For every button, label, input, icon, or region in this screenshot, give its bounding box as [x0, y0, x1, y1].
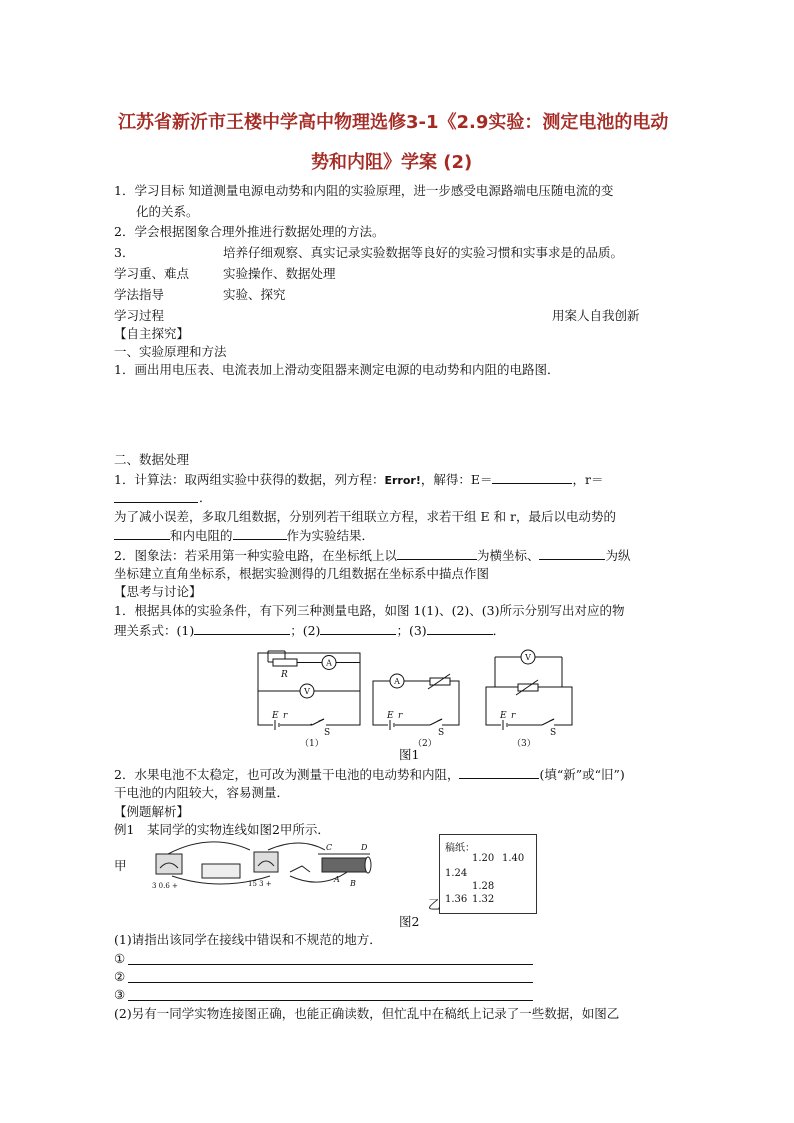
reduce-text-b: 和内电阻的 — [170, 528, 233, 543]
rheostat-shape — [322, 858, 366, 872]
answer-2-line[interactable] — [128, 982, 533, 983]
battery-shape — [202, 864, 240, 878]
method-label: 学法指导 — [114, 287, 165, 302]
c3-voltmeter-label: V — [525, 653, 531, 662]
draft-title: 稿纸： — [445, 843, 475, 854]
graph-text-b: 为横坐标、 — [476, 548, 540, 563]
draft-paper — [439, 834, 537, 914]
draft-value-4: 1.28 — [472, 881, 495, 892]
c1-ammeter-label: A — [326, 658, 332, 668]
reduce-text-c: 作为实验结果． — [286, 528, 375, 543]
example-q2: (2)另有一同学实物连接图正确，也能正确读数，但忙乱中在稿纸上记录了一些数据，如图乙 — [114, 1006, 620, 1021]
discussion-heading: 【思考与讨论】 — [114, 584, 202, 599]
voltmeter-terminals: 15 3 + — [248, 880, 272, 888]
average-emf-blank[interactable] — [114, 527, 170, 540]
c1-s-label: S — [324, 728, 331, 738]
figure-2-yi-label: 乙 — [428, 897, 441, 912]
figure-1-caption: 图1 — [399, 747, 420, 762]
answer-1-marker: ① — [114, 951, 126, 966]
graph-text-a: 2．图象法：若采用第一种实验电路，在坐标纸上以 — [114, 548, 397, 563]
answer-3-line[interactable] — [128, 1000, 533, 1001]
rheostat-c: C — [326, 843, 333, 852]
c3-e-label: E — [500, 711, 507, 721]
method-value: 实验、探究 — [223, 287, 286, 302]
reduce-line: 为了减小误差，多取几组数据，分别列若干组联立方程，求若干组 E 和 r，最后以电动势的 — [114, 509, 617, 524]
q1-text-d: ；(3) — [396, 623, 427, 638]
process-label: 学习过程 — [114, 308, 165, 323]
y-axis-blank[interactable] — [539, 547, 605, 560]
answer-3-marker: ③ — [114, 987, 126, 1002]
figure-1-circuits — [250, 643, 580, 751]
c1-rr-label: r — [283, 711, 288, 721]
page-title-line2: 势和内阻》学案 (2) — [311, 152, 473, 173]
relation-2-blank[interactable] — [320, 622, 396, 635]
ammeter-terminals: 3 0.6 + — [152, 882, 178, 890]
objective-1a: 1．学习目标 知道测量电源电动势和内阻的实验原理，进一步感受电源路端电压随电流的变 — [114, 183, 614, 198]
c3-rr-label: r — [511, 711, 516, 721]
focus-value: 实验操作、数据处理 — [223, 266, 336, 281]
calc-line — [114, 471, 603, 489]
x-axis-blank[interactable] — [397, 547, 477, 560]
e-blank[interactable] — [492, 471, 572, 484]
objective-2: 2．学会根据图象合理外推进行数据处理的方法。 — [114, 224, 385, 239]
draft-value-2: 1.40 — [502, 853, 525, 864]
objective-3-num: 3． — [114, 245, 135, 260]
calc-period: ． — [199, 490, 212, 505]
wire-1 — [168, 842, 250, 854]
average-r-blank[interactable] — [233, 527, 287, 540]
calc-text-a: 1．计算法：取两组实验中获得的数据，列方程： — [114, 472, 385, 487]
self-study-q1: 1．画出用电压表、电流表加上滑动变阻器来测定电源的电动势和内阻的电路图． — [114, 362, 560, 377]
q2-text-b: (填“新”或“旧”) — [539, 767, 625, 782]
calc-text-c: ，r＝ — [572, 472, 604, 487]
figure-2-jia-label: 甲 — [114, 858, 127, 873]
example-heading: 【例题解析】 — [114, 804, 190, 819]
draft-value-5: 1.36 — [445, 894, 468, 905]
c2-s-label: S — [438, 728, 445, 738]
answer-1-line[interactable] — [128, 964, 533, 965]
graph-line — [114, 547, 631, 564]
c1-r-label: R — [281, 670, 288, 680]
example-1: 例1 某同学的实物连线如图2甲所示． — [114, 822, 330, 837]
voltmeter-shape — [254, 852, 278, 872]
example-q1: (1)请指出该同学在接线中错误和不规范的地方． — [114, 932, 382, 947]
discussion-q2 — [114, 766, 625, 783]
wire-3 — [268, 843, 325, 850]
c3-s-label: S — [550, 728, 557, 738]
discussion-q1b — [114, 622, 505, 639]
rheostat-b: B — [350, 879, 356, 888]
answer-2-marker: ② — [114, 969, 126, 984]
switch-shape — [290, 866, 310, 872]
draft-value-6: 1.32 — [472, 894, 495, 905]
rheostat-d: D — [361, 843, 368, 852]
c2-ammeter-label: A — [394, 677, 400, 686]
objective-1b: 化的关系。 — [136, 204, 199, 219]
new-old-blank[interactable] — [459, 766, 539, 779]
circuit-1-caption: （1） — [300, 739, 324, 749]
q2-text-a: 2．水果电池不太稳定，也可改为测量干电池的电动势和内阻， — [114, 767, 460, 782]
circuit-3-caption: （3） — [512, 739, 536, 749]
rheostat-a: A — [334, 875, 340, 884]
section-2-heading: 二、数据处理 — [114, 452, 190, 467]
calc-text-b: ，解得：E＝ — [420, 472, 493, 487]
error-text: Error! — [384, 474, 421, 487]
draft-value-1: 1.20 — [472, 853, 495, 864]
relation-1-blank[interactable] — [194, 622, 290, 635]
figure-2-wiring — [150, 836, 380, 892]
focus-label: 学习重、难点 — [114, 266, 190, 281]
c2-rr-label: r — [398, 711, 403, 721]
process-right: 用案人自我创新 — [552, 308, 640, 323]
q1-text-b: 理关系式：(1) — [114, 623, 195, 638]
graph-text-c: 为纵 — [605, 548, 631, 563]
c1-voltmeter-label: V — [304, 687, 310, 696]
section-1-heading: 一、实验原理和方法 — [114, 344, 227, 359]
relation-3-blank[interactable] — [427, 622, 493, 635]
c1-e-label: E — [272, 711, 279, 721]
discussion-q1a: 1．根据具体的实验条件，有下列三种测量电路，如图 1(1)、(2)、(3)所示分别写出对应的物 — [114, 603, 625, 618]
r-blank[interactable] — [114, 502, 198, 503]
figure-2-caption: 图2 — [399, 914, 420, 929]
reduce-line-2 — [114, 527, 374, 544]
page-title-line1: 江苏省新沂市王楼中学高中物理选修3-1《2.9实验：测定电池的电动 — [118, 112, 669, 133]
discussion-q2c: 干电池的内阻较大，容易测量． — [114, 785, 290, 800]
q1-text-c: ；(2) — [290, 623, 321, 638]
ammeter-shape — [156, 854, 182, 874]
self-study-heading: 【自主探究】 — [114, 326, 190, 341]
graph-line-2: 坐标建立直角坐标系，根据实验测得的几组数据在坐标系中描点作图 — [114, 566, 490, 581]
circuit-2-caption: （2） — [413, 739, 437, 749]
objective-3-text: 培养仔细观察、真实记录实验数据等良好的实验习惯和实事求是的品质。 — [223, 245, 624, 260]
c2-e-label: E — [387, 711, 394, 721]
q1-text-e: ． — [492, 623, 506, 638]
draft-value-3: 1.24 — [445, 868, 468, 879]
